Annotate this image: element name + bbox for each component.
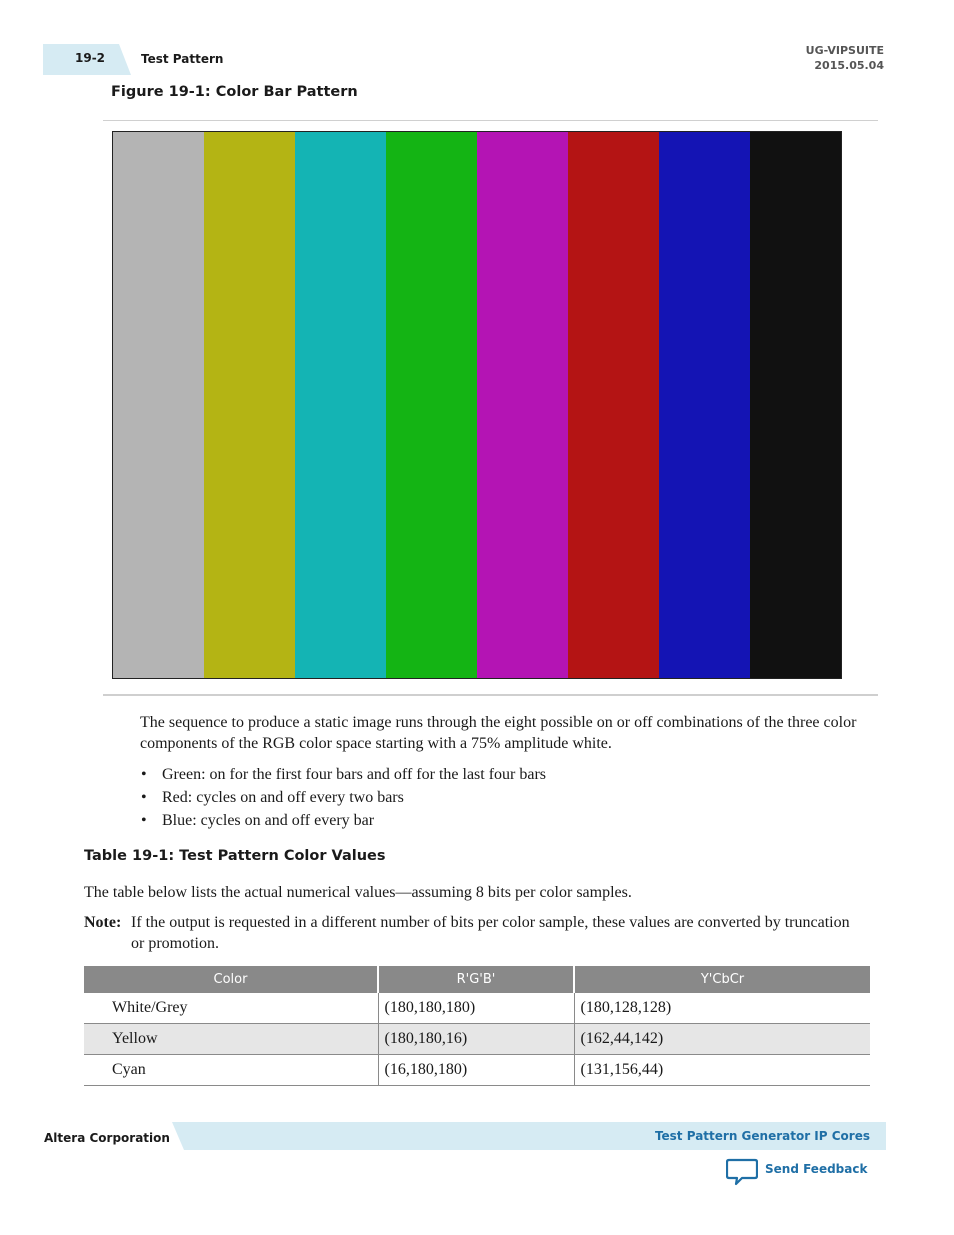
- color-bar: [204, 132, 295, 678]
- column-header-rgb: R'G'B': [378, 966, 574, 993]
- section-name: Test Pattern: [141, 52, 224, 66]
- color-bar: [750, 132, 841, 678]
- color-bar: [113, 132, 204, 678]
- color-bar: [386, 132, 477, 678]
- table-title: Table 19-1: Test Pattern Color Values: [84, 848, 386, 864]
- figure-top-rule: [103, 120, 878, 121]
- document-id: [806, 43, 884, 73]
- list-item: • Green: on for the first four bars and off for the last four bars: [140, 763, 546, 786]
- table-cell: (180,128,128): [574, 993, 870, 1024]
- speech-bubble-icon[interactable]: [726, 1158, 758, 1186]
- table-cell: Yellow: [84, 1024, 378, 1055]
- doc-id-date: 2015.05.04: [814, 59, 884, 72]
- list-item: • Blue: cycles on and off every bar: [140, 809, 546, 832]
- table-row: [84, 1024, 870, 1055]
- intro-paragraph: The sequence to produce a static image runs through the eight possible on or off combinations of the three color components of the RGB color space starting with a 75% amplitude white.: [140, 714, 857, 752]
- table-cell: (180,180,180): [378, 993, 574, 1024]
- color-bar: [295, 132, 386, 678]
- color-values-table: [84, 966, 870, 1086]
- color-bar: [659, 132, 750, 678]
- send-feedback-link[interactable]: Send Feedback: [765, 1162, 868, 1176]
- column-header-ycbcr: Y'CbCr: [574, 966, 870, 993]
- list-item: • Red: cycles on and off every two bars: [140, 786, 546, 809]
- table-cell: (162,44,142): [574, 1024, 870, 1055]
- doc-id-code: UG-VIPSUITE: [805, 44, 884, 57]
- table-cell: Cyan: [84, 1055, 378, 1086]
- table-intro-paragraph: The table below lists the actual numerical values—assuming 8 bits per color samples.: [84, 884, 632, 901]
- footer-company: Altera Corporation: [44, 1131, 170, 1145]
- table-row: [84, 1055, 870, 1086]
- page-number: 19-2: [75, 51, 106, 65]
- column-header-color: Color: [84, 966, 378, 993]
- table-row: [84, 993, 870, 1024]
- table-cell: (180,180,16): [378, 1024, 574, 1055]
- color-bar-pattern: [112, 131, 842, 679]
- table-cell: (16,180,180): [378, 1055, 574, 1086]
- figure-title: Figure 19-1: Color Bar Pattern: [111, 84, 358, 100]
- note-label: Note:: [84, 914, 122, 931]
- table-cell: White/Grey: [84, 993, 378, 1024]
- footer-product-link[interactable]: Test Pattern Generator IP Cores: [654, 1129, 870, 1143]
- bullet-list: [140, 763, 546, 832]
- color-bar: [568, 132, 659, 678]
- table-header-row: [84, 966, 870, 993]
- color-bar: [477, 132, 568, 678]
- note-text: If the output is requested in a different number of bits per color sample, these values are converted by truncation or promotion.: [131, 914, 850, 952]
- table-cell: (131,156,44): [574, 1055, 870, 1086]
- figure-bottom-rule: [103, 694, 878, 696]
